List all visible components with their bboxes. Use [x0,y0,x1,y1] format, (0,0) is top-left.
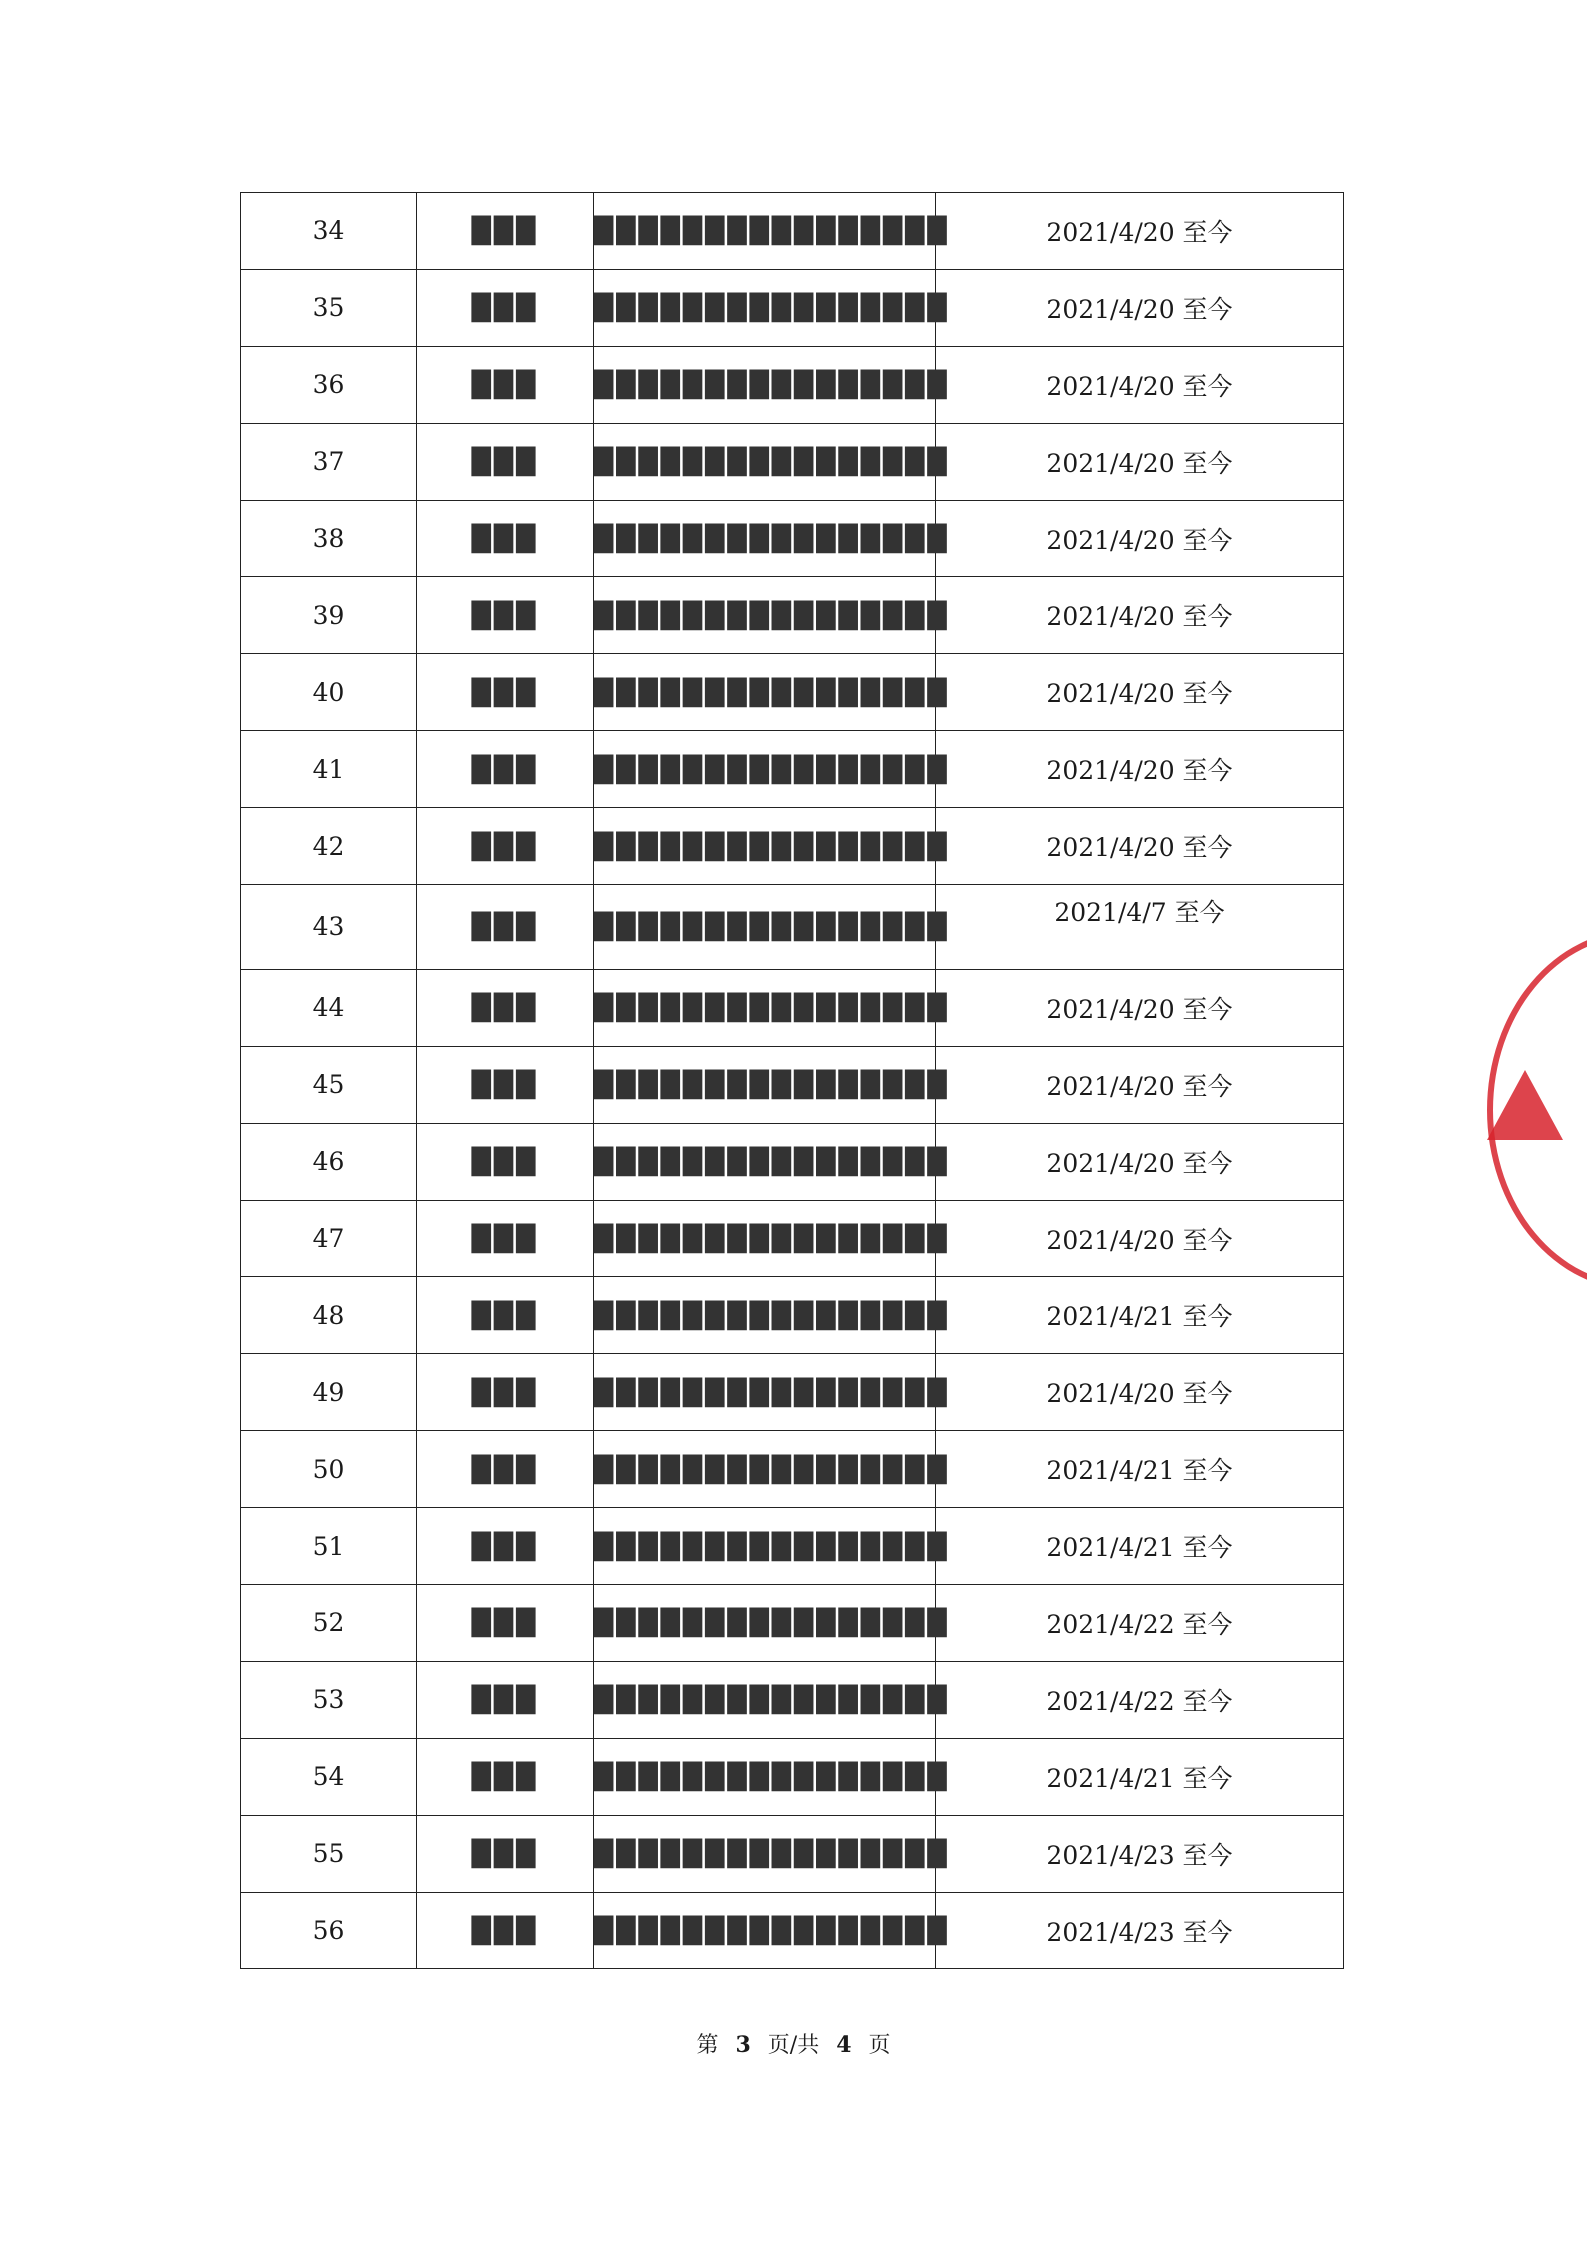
id-number-cell: ████████████████ [594,1815,936,1892]
date-cell: 2021/4/20 至今 [936,423,1344,500]
table-row [241,500,1344,577]
row-number-cell: 40 [241,654,417,731]
date-cell: 2021/4/21 至今 [936,1738,1344,1815]
row-number-cell: 46 [241,1123,417,1200]
id-number-cell: ████████████████ [594,577,936,654]
table-row [241,1354,1344,1431]
row-number-cell: 49 [241,1354,417,1431]
row-number-cell: 47 [241,1200,417,1277]
name-cell: ███ [417,1738,594,1815]
id-number-cell: ████████████████ [594,885,936,970]
name-cell: ███ [417,1508,594,1585]
name-cell: ███ [417,269,594,346]
page-footer [0,2028,1587,2059]
date-cell: 2021/4/20 至今 [936,269,1344,346]
id-number-cell: ████████████████ [594,654,936,731]
name-cell: ███ [417,1892,594,1969]
row-number-cell: 39 [241,577,417,654]
row-number-cell: 52 [241,1585,417,1662]
date-cell: 2021/4/20 至今 [936,808,1344,885]
date-cell: 2021/4/20 至今 [936,1354,1344,1431]
name-cell: ███ [417,1815,594,1892]
row-number-cell: 44 [241,969,417,1046]
table-row [241,346,1344,423]
name-cell: ███ [417,346,594,423]
date-cell: 2021/4/20 至今 [936,193,1344,270]
table-row [241,1738,1344,1815]
table-row [241,1046,1344,1123]
name-cell: ███ [417,1200,594,1277]
row-number-cell: 38 [241,500,417,577]
id-number-cell: ████████████████ [594,1738,936,1815]
name-cell: ███ [417,654,594,731]
table-row [241,423,1344,500]
table-row [241,808,1344,885]
table-row [241,1585,1344,1662]
id-number-cell: ████████████████ [594,1508,936,1585]
id-number-cell: ████████████████ [594,1892,936,1969]
roster-table-container [240,192,1343,1969]
date-cell: 2021/4/21 至今 [936,1431,1344,1508]
id-number-cell: ████████████████ [594,1046,936,1123]
id-number-cell: ████████████████ [594,1123,936,1200]
roster-table [240,192,1344,1969]
date-cell: 2021/4/7 至今 [936,885,1344,970]
date-cell: 2021/4/20 至今 [936,1200,1344,1277]
id-number-cell: ████████████████ [594,500,936,577]
name-cell: ███ [417,577,594,654]
name-cell: ███ [417,1277,594,1354]
footer-prefix: 第 [696,2033,719,2058]
name-cell: ███ [417,423,594,500]
row-number-cell: 53 [241,1661,417,1738]
table-row [241,1661,1344,1738]
name-cell: ███ [417,1431,594,1508]
roster-table-body [241,193,1344,1969]
date-cell: 2021/4/20 至今 [936,500,1344,577]
row-number-cell: 43 [241,885,417,970]
id-number-cell: ████████████████ [594,193,936,270]
date-cell: 2021/4/22 至今 [936,1585,1344,1662]
name-cell: ███ [417,1661,594,1738]
name-cell: ███ [417,885,594,970]
table-row [241,1508,1344,1585]
table-row [241,577,1344,654]
id-number-cell: ████████████████ [594,1277,936,1354]
row-number-cell: 50 [241,1431,417,1508]
row-number-cell: 37 [241,423,417,500]
name-cell: ███ [417,808,594,885]
row-number-cell: 42 [241,808,417,885]
id-number-cell: ████████████████ [594,1431,936,1508]
footer-middle: 页/共 [767,2033,820,2058]
date-cell: 2021/4/20 至今 [936,654,1344,731]
date-cell: 2021/4/20 至今 [936,346,1344,423]
table-row [241,1431,1344,1508]
id-number-cell: ████████████████ [594,808,936,885]
date-cell: 2021/4/22 至今 [936,1661,1344,1738]
table-row [241,885,1344,970]
date-cell: 2021/4/20 至今 [936,1123,1344,1200]
id-number-cell: ████████████████ [594,731,936,808]
id-number-cell: ████████████████ [594,1354,936,1431]
name-cell: ███ [417,969,594,1046]
date-cell: 2021/4/21 至今 [936,1508,1344,1585]
table-row [241,969,1344,1046]
table-row [241,1200,1344,1277]
footer-total-pages: 4 [836,2032,852,2058]
id-number-cell: ████████████████ [594,1200,936,1277]
table-row [241,269,1344,346]
table-row [241,1892,1344,1969]
id-number-cell: ████████████████ [594,1585,936,1662]
table-row [241,731,1344,808]
id-number-cell: ████████████████ [594,346,936,423]
seal-star-icon [1487,1070,1563,1140]
id-number-cell: ████████████████ [594,269,936,346]
date-cell: 2021/4/20 至今 [936,969,1344,1046]
id-number-cell: ████████████████ [594,423,936,500]
name-cell: ███ [417,731,594,808]
date-cell: 2021/4/23 至今 [936,1892,1344,1969]
id-number-cell: ████████████████ [594,969,936,1046]
row-number-cell: 35 [241,269,417,346]
name-cell: ███ [417,193,594,270]
name-cell: ███ [417,1123,594,1200]
table-row [241,193,1344,270]
table-row [241,1277,1344,1354]
date-cell: 2021/4/21 至今 [936,1277,1344,1354]
row-number-cell: 41 [241,731,417,808]
row-number-cell: 36 [241,346,417,423]
row-number-cell: 54 [241,1738,417,1815]
id-number-cell: ████████████████ [594,1661,936,1738]
name-cell: ███ [417,500,594,577]
row-number-cell: 48 [241,1277,417,1354]
row-number-cell: 55 [241,1815,417,1892]
name-cell: ███ [417,1354,594,1431]
date-cell: 2021/4/20 至今 [936,577,1344,654]
footer-current-page: 3 [735,2032,751,2058]
footer-suffix: 页 [868,2033,891,2058]
date-cell: 2021/4/23 至今 [936,1815,1344,1892]
row-number-cell: 34 [241,193,417,270]
row-number-cell: 51 [241,1508,417,1585]
official-seal [1487,930,1587,1290]
date-cell: 2021/4/20 至今 [936,1046,1344,1123]
table-row [241,1815,1344,1892]
table-row [241,1123,1344,1200]
name-cell: ███ [417,1046,594,1123]
row-number-cell: 45 [241,1046,417,1123]
row-number-cell: 56 [241,1892,417,1969]
date-cell: 2021/4/20 至今 [936,731,1344,808]
name-cell: ███ [417,1585,594,1662]
table-row [241,654,1344,731]
